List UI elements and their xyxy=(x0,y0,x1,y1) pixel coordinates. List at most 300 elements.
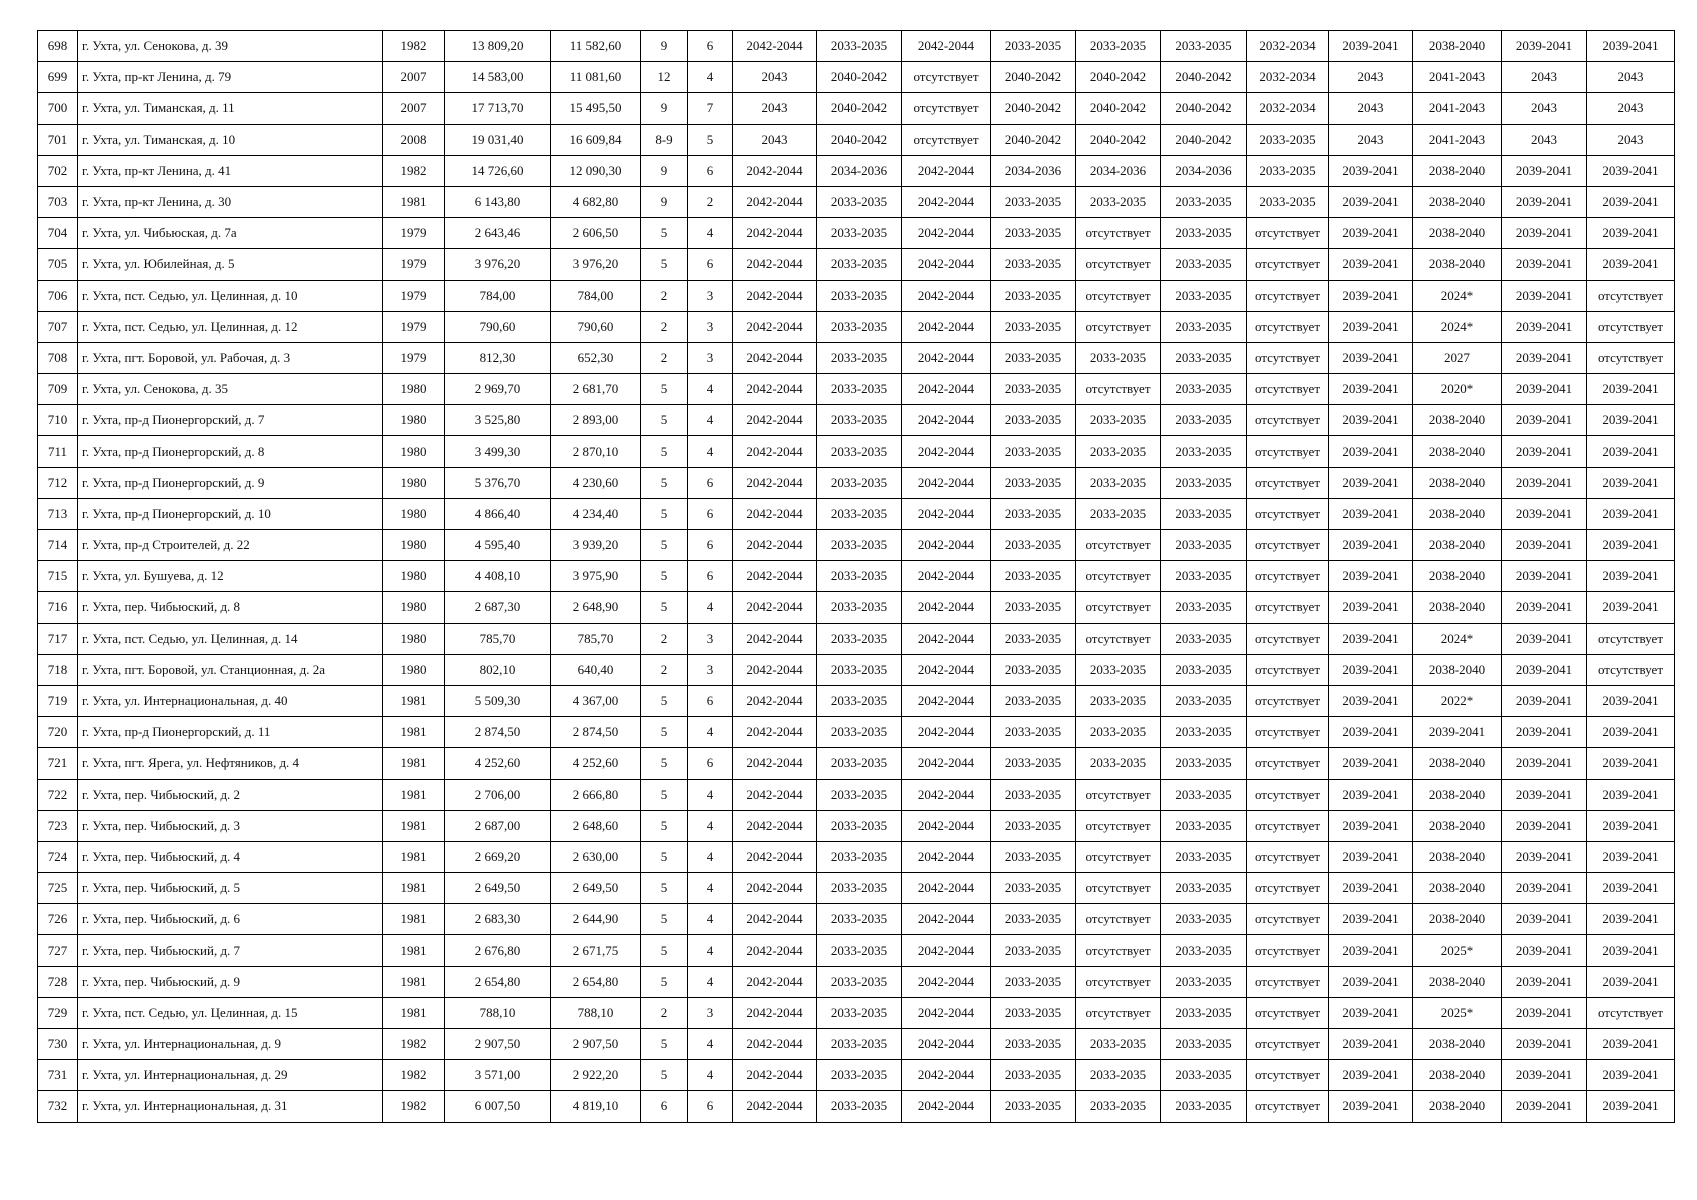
table-cell: 15 495,50 xyxy=(551,93,641,124)
table-cell: 2042-2044 xyxy=(902,873,991,904)
table-cell: 6 xyxy=(688,155,733,186)
table-cell: 2040-2042 xyxy=(1076,62,1161,93)
table-cell: 2042-2044 xyxy=(902,779,991,810)
table-cell: 2039-2041 xyxy=(1587,155,1675,186)
table-cell: 2039-2041 xyxy=(1502,779,1587,810)
table-cell: 2039-2041 xyxy=(1587,717,1675,748)
table-cell: 2033-2035 xyxy=(1161,467,1247,498)
table-cell: 1979 xyxy=(383,218,445,249)
table-cell: 14 726,60 xyxy=(445,155,551,186)
table-cell: 9 xyxy=(641,186,688,217)
table-cell: 2043 xyxy=(1502,124,1587,155)
table-cell: 2039-2041 xyxy=(1502,467,1587,498)
table-cell: 2 649,50 xyxy=(445,873,551,904)
table-cell: 2042-2044 xyxy=(733,904,817,935)
table-cell: 4 819,10 xyxy=(551,1091,641,1122)
row-number-cell: 712 xyxy=(38,467,78,498)
table-cell: 2039-2041 xyxy=(1329,530,1413,561)
table-row xyxy=(38,873,1675,904)
table-cell: 2033-2035 xyxy=(1161,717,1247,748)
table-cell: 2038-2040 xyxy=(1413,155,1502,186)
housing-table xyxy=(37,30,1675,1123)
table-cell: 2039-2041 xyxy=(1502,342,1587,373)
table-cell: 2038-2040 xyxy=(1413,654,1502,685)
table-cell: 2040-2042 xyxy=(991,93,1076,124)
table-cell: 2007 xyxy=(383,62,445,93)
table-cell: 1982 xyxy=(383,1029,445,1060)
table-cell: 1982 xyxy=(383,1060,445,1091)
table-cell: 4 xyxy=(688,1029,733,1060)
table-cell: 2043 xyxy=(1329,93,1413,124)
table-cell: 2038-2040 xyxy=(1413,405,1502,436)
table-cell: 2 xyxy=(641,654,688,685)
table-cell: 5 xyxy=(641,374,688,405)
table-cell: 2033-2035 xyxy=(991,31,1076,62)
row-number-cell: 705 xyxy=(38,249,78,280)
table-cell: 2042-2044 xyxy=(733,311,817,342)
table-cell: 2033-2035 xyxy=(1161,810,1247,841)
table-cell: отсутствует xyxy=(1247,530,1329,561)
address-cell: г. Ухта, ул. Интернациональная, д. 40 xyxy=(78,685,383,716)
table-cell: 1981 xyxy=(383,717,445,748)
table-row xyxy=(38,592,1675,623)
table-row xyxy=(38,374,1675,405)
row-number-cell: 716 xyxy=(38,592,78,623)
table-cell: отсутствует xyxy=(1247,218,1329,249)
table-cell: отсутствует xyxy=(1076,810,1161,841)
table-cell: 2027 xyxy=(1413,342,1502,373)
table-cell: 2042-2044 xyxy=(733,1029,817,1060)
table-cell: 2039-2041 xyxy=(1587,592,1675,623)
table-cell: 2 969,70 xyxy=(445,374,551,405)
row-number-cell: 702 xyxy=(38,155,78,186)
table-cell: 2042-2044 xyxy=(902,31,991,62)
table-cell: 2033-2035 xyxy=(817,186,902,217)
table-cell: 3 939,20 xyxy=(551,530,641,561)
table-cell: 2034-2036 xyxy=(991,155,1076,186)
address-cell: г. Ухта, пер. Чибьюский, д. 6 xyxy=(78,904,383,935)
table-row xyxy=(38,935,1675,966)
table-cell: 2033-2035 xyxy=(1161,1029,1247,1060)
table-cell: 2033-2035 xyxy=(991,1091,1076,1122)
address-cell: г. Ухта, пр-кт Ленина, д. 79 xyxy=(78,62,383,93)
table-cell: отсутствует xyxy=(1587,654,1675,685)
row-number-cell: 713 xyxy=(38,498,78,529)
table-cell: 2039-2041 xyxy=(1587,374,1675,405)
table-cell: 2 666,80 xyxy=(551,779,641,810)
table-cell: 2039-2041 xyxy=(1502,530,1587,561)
table-cell: 2033-2035 xyxy=(1076,467,1161,498)
table-cell: 2033-2035 xyxy=(991,685,1076,716)
table-cell: 5 xyxy=(641,467,688,498)
table-cell: 2033-2035 xyxy=(991,717,1076,748)
table-cell: 2032-2034 xyxy=(1247,31,1329,62)
table-cell: 2033-2035 xyxy=(817,467,902,498)
table-cell: 1981 xyxy=(383,841,445,872)
table-cell: 2039-2041 xyxy=(1329,155,1413,186)
table-cell: 2039-2041 xyxy=(1329,810,1413,841)
address-cell: г. Ухта, пер. Чибьюский, д. 9 xyxy=(78,966,383,997)
table-cell: 2024* xyxy=(1413,311,1502,342)
table-cell: 2039-2041 xyxy=(1502,31,1587,62)
table-cell: 2033-2035 xyxy=(817,218,902,249)
table-cell: 2033-2035 xyxy=(1161,311,1247,342)
table-cell: 4 252,60 xyxy=(551,748,641,779)
table-cell: 2042-2044 xyxy=(902,405,991,436)
table-cell: 5 xyxy=(641,779,688,810)
table-cell: 2039-2041 xyxy=(1502,311,1587,342)
table-cell: 2042-2044 xyxy=(902,342,991,373)
table-cell: 2042-2044 xyxy=(902,498,991,529)
table-cell: 2033-2035 xyxy=(991,186,1076,217)
table-cell: 2 681,70 xyxy=(551,374,641,405)
table-cell: 4 367,00 xyxy=(551,685,641,716)
table-cell: 9 xyxy=(641,155,688,186)
table-cell: 2033-2035 xyxy=(817,1029,902,1060)
table-cell: 2042-2044 xyxy=(902,717,991,748)
table-cell: 2025* xyxy=(1413,935,1502,966)
table-cell: 2042-2044 xyxy=(902,623,991,654)
table-cell: отсутствует xyxy=(1247,436,1329,467)
table-row xyxy=(38,997,1675,1028)
table-cell: 2042-2044 xyxy=(902,966,991,997)
row-number-cell: 718 xyxy=(38,654,78,685)
table-cell: 2039-2041 xyxy=(1329,654,1413,685)
row-number-cell: 714 xyxy=(38,530,78,561)
table-cell: 4 866,40 xyxy=(445,498,551,529)
table-cell: отсутствует xyxy=(1247,467,1329,498)
table-cell: 1981 xyxy=(383,748,445,779)
table-cell: 790,60 xyxy=(445,311,551,342)
table-cell: 2039-2041 xyxy=(1587,249,1675,280)
table-cell: 2033-2035 xyxy=(1161,374,1247,405)
table-cell: 1980 xyxy=(383,654,445,685)
table-row xyxy=(38,1029,1675,1060)
table-cell: 2034-2036 xyxy=(817,155,902,186)
table-cell: 2033-2035 xyxy=(1161,904,1247,935)
table-cell: 12 xyxy=(641,62,688,93)
table-cell: 2039-2041 xyxy=(1329,311,1413,342)
table-cell: 2033-2035 xyxy=(817,311,902,342)
table-cell: 2039-2041 xyxy=(1502,498,1587,529)
table-cell: 2041-2043 xyxy=(1413,93,1502,124)
table-cell: 2042-2044 xyxy=(733,1091,817,1122)
table-cell: 5 xyxy=(641,249,688,280)
table-cell: отсутствует xyxy=(1076,623,1161,654)
table-row xyxy=(38,748,1675,779)
table-cell: 2 687,30 xyxy=(445,592,551,623)
table-cell: 6 xyxy=(688,748,733,779)
table-cell: 2042-2044 xyxy=(902,374,991,405)
table-cell: 5 xyxy=(641,904,688,935)
table-cell: 2042-2044 xyxy=(733,1060,817,1091)
table-cell: отсутствует xyxy=(1247,1091,1329,1122)
table-cell: 2042-2044 xyxy=(733,748,817,779)
table-cell: 2038-2040 xyxy=(1413,1091,1502,1122)
table-cell: 2033-2035 xyxy=(1161,873,1247,904)
table-cell: отсутствует xyxy=(1247,935,1329,966)
table-cell: 2038-2040 xyxy=(1413,249,1502,280)
row-number-cell: 715 xyxy=(38,561,78,592)
row-number-cell: 699 xyxy=(38,62,78,93)
table-cell: 3 499,30 xyxy=(445,436,551,467)
table-cell: 2 907,50 xyxy=(551,1029,641,1060)
address-cell: г. Ухта, пст. Седью, ул. Целинная, д. 10 xyxy=(78,280,383,311)
table-cell: отсутствует xyxy=(1076,311,1161,342)
table-cell: 2039-2041 xyxy=(1329,498,1413,529)
table-cell: 2 874,50 xyxy=(551,717,641,748)
table-cell: 5 xyxy=(641,1060,688,1091)
table-row xyxy=(38,966,1675,997)
table-row xyxy=(38,280,1675,311)
table-cell: 2040-2042 xyxy=(817,93,902,124)
table-cell: 11 582,60 xyxy=(551,31,641,62)
table-cell: 6 xyxy=(688,498,733,529)
table-cell: 6 xyxy=(688,530,733,561)
table-cell: 2039-2041 xyxy=(1329,935,1413,966)
table-cell: 4 xyxy=(688,966,733,997)
table-cell: 2 893,00 xyxy=(551,405,641,436)
table-cell: 2042-2044 xyxy=(902,218,991,249)
table-cell: 2039-2041 xyxy=(1329,685,1413,716)
table-cell: 2039-2041 xyxy=(1329,467,1413,498)
table-cell: 2038-2040 xyxy=(1413,561,1502,592)
table-cell: 2033-2035 xyxy=(991,436,1076,467)
table-cell: 2033-2035 xyxy=(991,498,1076,529)
table-cell: отсутствует xyxy=(902,93,991,124)
table-cell: отсутствует xyxy=(1247,561,1329,592)
table-cell: 2038-2040 xyxy=(1413,436,1502,467)
table-cell: 2042-2044 xyxy=(733,467,817,498)
table-cell: 2033-2035 xyxy=(1161,779,1247,810)
table-row xyxy=(38,31,1675,62)
table-cell: 2 xyxy=(641,997,688,1028)
table-row xyxy=(38,186,1675,217)
table-cell: отсутствует xyxy=(1247,717,1329,748)
table-cell: 790,60 xyxy=(551,311,641,342)
table-cell: 2039-2041 xyxy=(1502,592,1587,623)
table-cell: 1981 xyxy=(383,904,445,935)
table-row xyxy=(38,561,1675,592)
table-cell: 2033-2035 xyxy=(817,717,902,748)
table-cell: 2040-2042 xyxy=(991,124,1076,155)
table-cell: 2039-2041 xyxy=(1329,561,1413,592)
table-cell: отсутствует xyxy=(902,124,991,155)
table-cell: 2043 xyxy=(1587,62,1675,93)
table-cell: 2039-2041 xyxy=(1329,249,1413,280)
table-cell: 2032-2034 xyxy=(1247,62,1329,93)
table-cell: 2033-2035 xyxy=(817,904,902,935)
table-cell: 2033-2035 xyxy=(817,810,902,841)
table-cell: 2033-2035 xyxy=(817,873,902,904)
table-cell: 2039-2041 xyxy=(1329,374,1413,405)
table-cell: 2033-2035 xyxy=(1161,405,1247,436)
table-cell: 2033-2035 xyxy=(817,374,902,405)
row-number-cell: 720 xyxy=(38,717,78,748)
table-cell: 13 809,20 xyxy=(445,31,551,62)
table-cell: отсутствует xyxy=(1247,810,1329,841)
table-cell: 2033-2035 xyxy=(1076,342,1161,373)
table-cell: 2033-2035 xyxy=(991,249,1076,280)
table-cell: 1979 xyxy=(383,249,445,280)
table-cell: 3 xyxy=(688,280,733,311)
table-cell: 2042-2044 xyxy=(902,748,991,779)
table-cell: 2039-2041 xyxy=(1587,561,1675,592)
table-row xyxy=(38,530,1675,561)
table-cell: 2033-2035 xyxy=(1161,685,1247,716)
table-cell: 2033-2035 xyxy=(991,935,1076,966)
table-cell: 2 654,80 xyxy=(551,966,641,997)
table-cell: 2033-2035 xyxy=(1161,623,1247,654)
table-cell: 2039-2041 xyxy=(1502,904,1587,935)
table-cell: 2 706,00 xyxy=(445,779,551,810)
table-cell: 2 648,90 xyxy=(551,592,641,623)
table-cell: 2033-2035 xyxy=(991,810,1076,841)
table-cell: 2 922,20 xyxy=(551,1060,641,1091)
table-cell: 2042-2044 xyxy=(733,436,817,467)
table-cell: 1982 xyxy=(383,155,445,186)
table-cell: 2039-2041 xyxy=(1587,748,1675,779)
table-cell: 4 xyxy=(688,717,733,748)
table-cell: отсутствует xyxy=(1247,873,1329,904)
table-cell: 1982 xyxy=(383,31,445,62)
table-cell: отсутствует xyxy=(1247,779,1329,810)
table-cell: 2033-2035 xyxy=(1076,717,1161,748)
table-cell: 2 630,00 xyxy=(551,841,641,872)
table-cell: 2038-2040 xyxy=(1413,592,1502,623)
table-cell: 2043 xyxy=(1587,124,1675,155)
table-cell: 785,70 xyxy=(551,623,641,654)
table-cell: 3 975,90 xyxy=(551,561,641,592)
table-cell: отсутствует xyxy=(1076,530,1161,561)
table-cell: 2039-2041 xyxy=(1502,966,1587,997)
address-cell: г. Ухта, пер. Чибьюский, д. 8 xyxy=(78,592,383,623)
table-cell: 2039-2041 xyxy=(1502,155,1587,186)
row-number-cell: 707 xyxy=(38,311,78,342)
table-cell: 8-9 xyxy=(641,124,688,155)
row-number-cell: 719 xyxy=(38,685,78,716)
table-cell: 3 xyxy=(688,997,733,1028)
table-cell: 2 xyxy=(688,186,733,217)
table-cell: 2039-2041 xyxy=(1587,1060,1675,1091)
table-cell: 17 713,70 xyxy=(445,93,551,124)
table-cell: 2039-2041 xyxy=(1502,1091,1587,1122)
table-cell: 2042-2044 xyxy=(733,186,817,217)
table-cell: 1979 xyxy=(383,311,445,342)
table-cell: 2040-2042 xyxy=(991,62,1076,93)
table-cell: 2042-2044 xyxy=(902,810,991,841)
table-cell: 2041-2043 xyxy=(1413,62,1502,93)
table-cell: 2033-2035 xyxy=(817,31,902,62)
table-cell: 1980 xyxy=(383,561,445,592)
table-cell: 4 682,80 xyxy=(551,186,641,217)
table-cell: 2043 xyxy=(733,62,817,93)
table-cell: 5 xyxy=(641,935,688,966)
table-cell: отсутствует xyxy=(1076,779,1161,810)
table-cell: 2039-2041 xyxy=(1502,873,1587,904)
table-cell: 2042-2044 xyxy=(902,186,991,217)
table-cell: 4 xyxy=(688,1060,733,1091)
address-cell: г. Ухта, ул. Сенокова, д. 39 xyxy=(78,31,383,62)
address-cell: г. Ухта, ул. Тиманская, д. 10 xyxy=(78,124,383,155)
table-cell: 2 643,46 xyxy=(445,218,551,249)
row-number-cell: 723 xyxy=(38,810,78,841)
table-cell: 2042-2044 xyxy=(733,155,817,186)
table-cell: 2033-2035 xyxy=(991,530,1076,561)
table-cell: 2033-2035 xyxy=(1076,1060,1161,1091)
table-cell: 2039-2041 xyxy=(1587,685,1675,716)
table-cell: 784,00 xyxy=(445,280,551,311)
table-cell: 6 xyxy=(688,561,733,592)
table-cell: 2041-2043 xyxy=(1413,124,1502,155)
table-cell: 2 874,50 xyxy=(445,717,551,748)
table-cell: отсутствует xyxy=(902,62,991,93)
table-cell: 5 xyxy=(641,592,688,623)
table-cell: 2033-2035 xyxy=(1161,966,1247,997)
table-cell: отсутствует xyxy=(1587,342,1675,373)
table-cell: отсутствует xyxy=(1247,249,1329,280)
table-cell: 2039-2041 xyxy=(1502,654,1587,685)
table-cell: 2033-2035 xyxy=(817,498,902,529)
table-cell: 2038-2040 xyxy=(1413,779,1502,810)
table-cell: 2033-2035 xyxy=(817,779,902,810)
table-cell: 2042-2044 xyxy=(902,904,991,935)
table-cell: 2033-2035 xyxy=(991,841,1076,872)
table-cell: 2038-2040 xyxy=(1413,748,1502,779)
table-row xyxy=(38,1060,1675,1091)
table-cell: 2033-2035 xyxy=(817,436,902,467)
row-number-cell: 726 xyxy=(38,904,78,935)
table-cell: отсутствует xyxy=(1247,685,1329,716)
table-cell: отсутствует xyxy=(1247,1060,1329,1091)
table-cell: 2024* xyxy=(1413,623,1502,654)
table-cell: 4 xyxy=(688,935,733,966)
table-cell: 2007 xyxy=(383,93,445,124)
table-cell: 2039-2041 xyxy=(1329,592,1413,623)
table-cell: 2033-2035 xyxy=(991,467,1076,498)
table-cell: 2039-2041 xyxy=(1329,1091,1413,1122)
table-cell: отсутствует xyxy=(1247,966,1329,997)
table-cell: 2022* xyxy=(1413,685,1502,716)
address-cell: г. Ухта, ул. Интернациональная, д. 9 xyxy=(78,1029,383,1060)
table-cell: 2042-2044 xyxy=(902,1060,991,1091)
table-cell: 1981 xyxy=(383,685,445,716)
table-cell: 2043 xyxy=(1502,62,1587,93)
table-cell: 6 xyxy=(688,249,733,280)
table-cell: 3 976,20 xyxy=(445,249,551,280)
table-cell: 2033-2035 xyxy=(991,1029,1076,1060)
table-cell: 2042-2044 xyxy=(733,405,817,436)
table-cell: 2033-2035 xyxy=(817,935,902,966)
table-cell: 2039-2041 xyxy=(1587,966,1675,997)
table-cell: 7 xyxy=(688,93,733,124)
table-cell: 640,40 xyxy=(551,654,641,685)
table-cell: 2 676,80 xyxy=(445,935,551,966)
table-cell: 2033-2035 xyxy=(817,748,902,779)
table-cell: 2042-2044 xyxy=(902,436,991,467)
table-cell: 1981 xyxy=(383,779,445,810)
table-cell: отсутствует xyxy=(1247,405,1329,436)
table-cell: 2039-2041 xyxy=(1329,997,1413,1028)
table-cell: 2039-2041 xyxy=(1502,218,1587,249)
row-number-cell: 724 xyxy=(38,841,78,872)
table-cell: 2033-2035 xyxy=(817,280,902,311)
table-row xyxy=(38,124,1675,155)
table-cell: 2033-2035 xyxy=(1161,1060,1247,1091)
table-cell: отсутствует xyxy=(1247,280,1329,311)
table-cell: 4 xyxy=(688,374,733,405)
address-cell: г. Ухта, пр-д Пионергорский, д. 7 xyxy=(78,405,383,436)
